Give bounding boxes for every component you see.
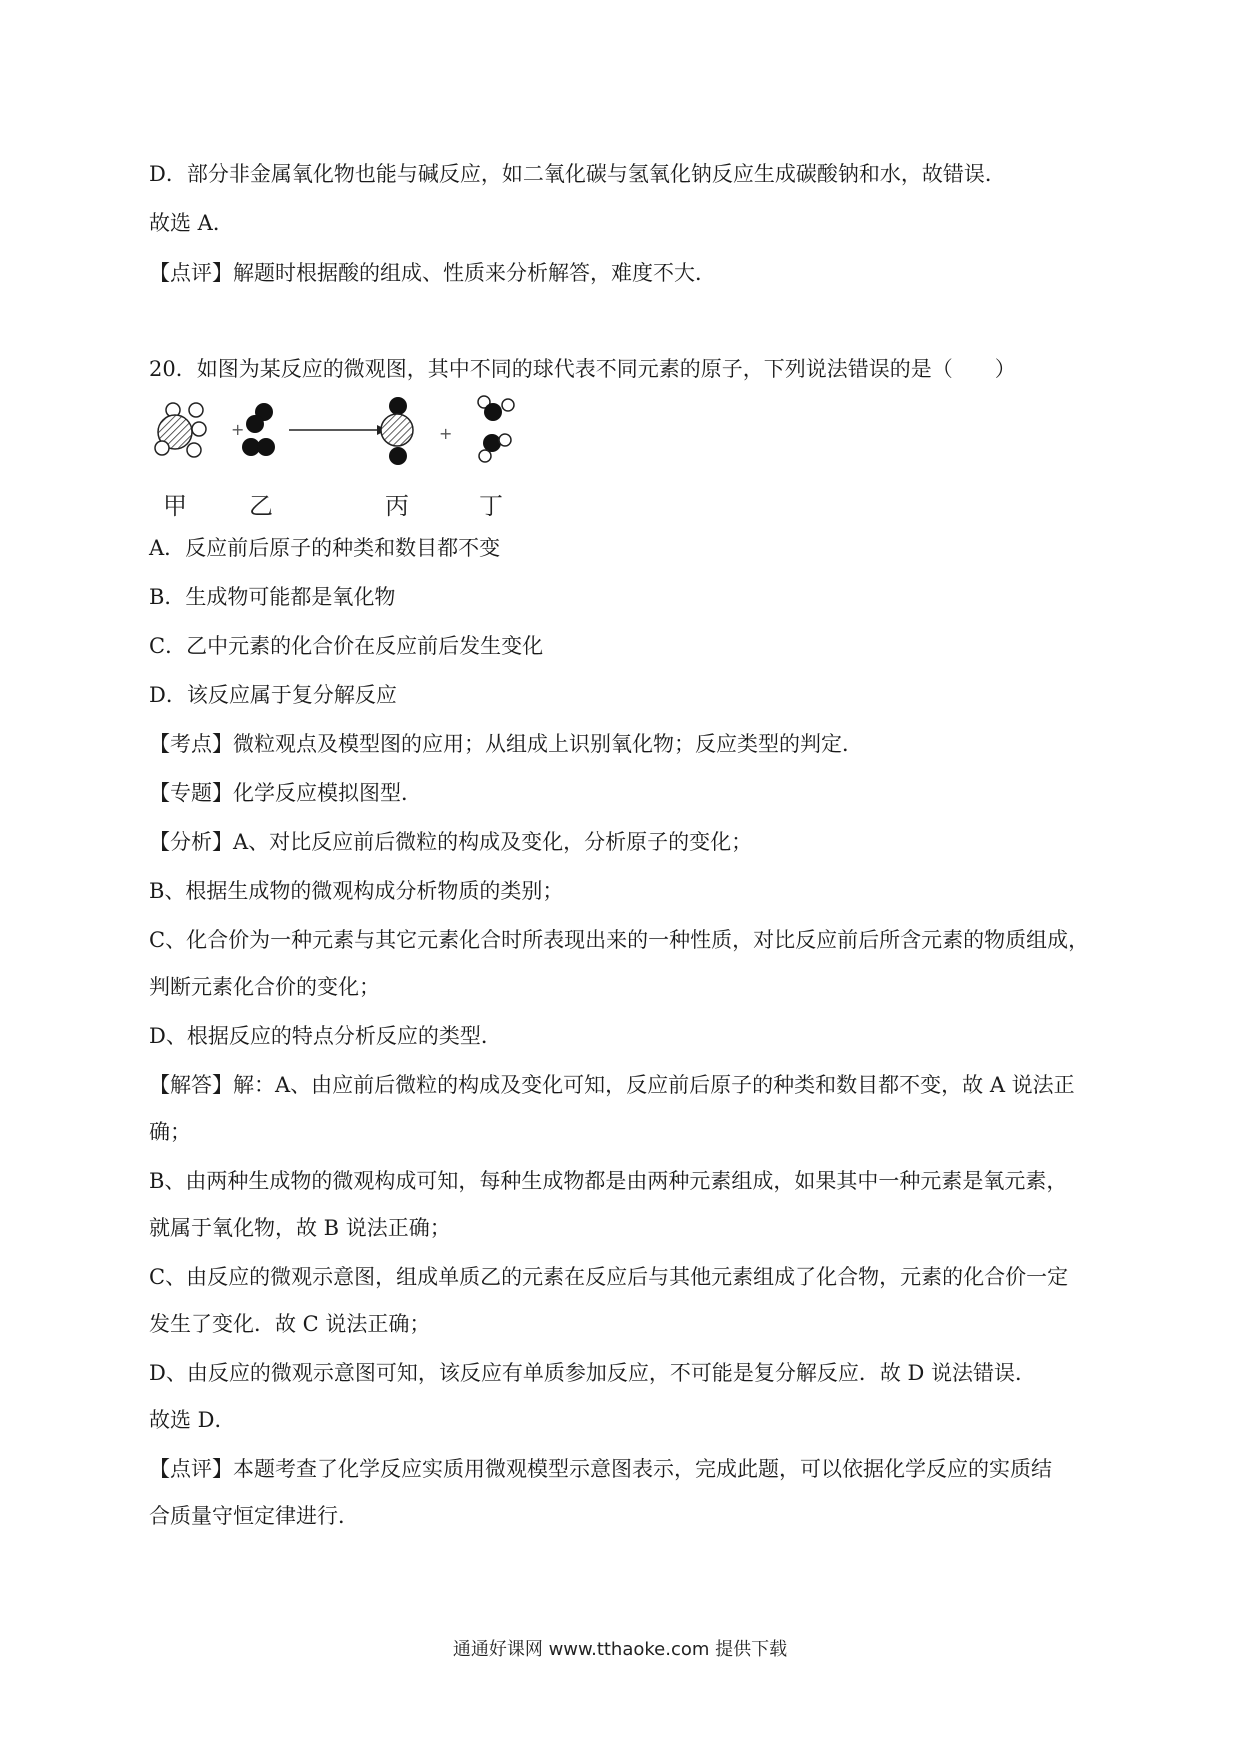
- text-jieda-c2: 发生了变化．故 C 说法正确；: [149, 1312, 431, 1336]
- text-jieda-b2: 就属于氧化物，故 B 说法正确；: [149, 1216, 451, 1240]
- option-b: B．生成物可能都是氧化物: [149, 585, 396, 609]
- text-fenxi-c1: C、化合价为一种元素与其它元素化合时所表现出来的一种性质，对比反应前后所含元素的物质组成，: [149, 928, 1090, 952]
- molecule-ding: [478, 396, 514, 462]
- molecule-yi: [242, 403, 275, 456]
- atom-white: [479, 450, 491, 462]
- text-fenxi-b: B、根据生成物的微观构成分析物质的类别；: [149, 879, 564, 903]
- option-d: D．该反应属于复分解反应: [149, 683, 397, 707]
- text-zhuanti: 【专题】化学反应模拟图型．: [149, 781, 422, 805]
- text-answer: 故选 D．: [149, 1408, 236, 1432]
- text-dianping-1: 【点评】本题考查了化学反应实质用微观模型示意图表示，完成此题，可以依据化学反应的实质结: [149, 1457, 1052, 1481]
- molecule-jia: [155, 403, 206, 457]
- plus-sign-2: +: [439, 424, 453, 443]
- text-fenxi-d: D、根据反应的特点分析反应的类型．: [149, 1024, 502, 1048]
- atom-black: [484, 403, 502, 421]
- atom-white: [502, 399, 514, 411]
- text-line-2: 故选 A．: [149, 211, 234, 235]
- atom-white: [187, 443, 201, 457]
- text-jieda-d: D、由反应的微观示意图可知，该反应有单质参加反应，不可能是复分解反应．故 D 说法错误．: [149, 1361, 1037, 1385]
- text-fenxi: 【分析】A、对比反应前后微粒的构成及变化，分析原子的变化；: [149, 830, 753, 854]
- atom-black: [389, 447, 407, 465]
- reaction-arrow: [289, 425, 387, 435]
- text-jieda-c1: C、由反应的微观示意图，组成单质乙的元素在反应后与其他元素组成了化合物，元素的化合价一定: [149, 1265, 1069, 1289]
- text-jieda-1: 【解答】解：A、由应前后微粒的构成及变化可知，反应前后原子的种类和数目都不变，故 A 说法正: [149, 1073, 1075, 1097]
- label-jia: 甲: [163, 492, 187, 520]
- atom-black: [246, 415, 264, 433]
- atom-white: [499, 434, 511, 446]
- question-20-stem: 20．如图为某反应的微观图，其中不同的球代表不同元素的原子，下列说法错误的是（ ）: [149, 357, 1016, 381]
- text-dianping-2: 合质量守恒定律进行．: [149, 1504, 359, 1528]
- option-c: C．乙中元素的化合价在反应前后发生变化: [149, 634, 544, 658]
- page-footer: 通通好课网 www.tthaoke.com 提供下载: [452, 1639, 788, 1660]
- text-fenxi-c2: 判断元素化合价的变化；: [149, 975, 380, 999]
- text-line-3: 【点评】解题时根据酸的组成、性质来分析解答，难度不大．: [149, 261, 716, 285]
- label-yi: 乙: [249, 492, 273, 520]
- text-kaodian: 【考点】微粒观点及模型图的应用；从组成上识别氧化物；反应类型的判定．: [149, 732, 863, 756]
- text-jieda-b1: B、由两种生成物的微观构成可知，每种生成物都是由两种元素组成，如果其中一种元素是氧元素，: [149, 1169, 1068, 1193]
- label-bing: 丙: [385, 492, 409, 520]
- molecule-bing: [381, 397, 413, 465]
- text-jieda-2: 确；: [149, 1120, 191, 1144]
- atom-white: [189, 403, 203, 417]
- reaction-diagram: [149, 392, 589, 527]
- atom-hatched: [381, 414, 413, 446]
- text-line-1: D．部分非金属氧化物也能与碱反应，如二氧化碳与氢氧化钠反应生成碳酸钠和水，故错误．: [149, 162, 1006, 186]
- option-a: A．反应前后原子的种类和数目都不变: [149, 536, 501, 560]
- atom-white: [192, 422, 206, 436]
- label-ding: 丁: [479, 492, 503, 520]
- reaction-diagram-svg: [149, 392, 589, 527]
- atom-white: [155, 441, 169, 455]
- atom-black: [389, 397, 407, 415]
- atom-black: [257, 438, 275, 456]
- plus-sign-1: +: [231, 420, 245, 439]
